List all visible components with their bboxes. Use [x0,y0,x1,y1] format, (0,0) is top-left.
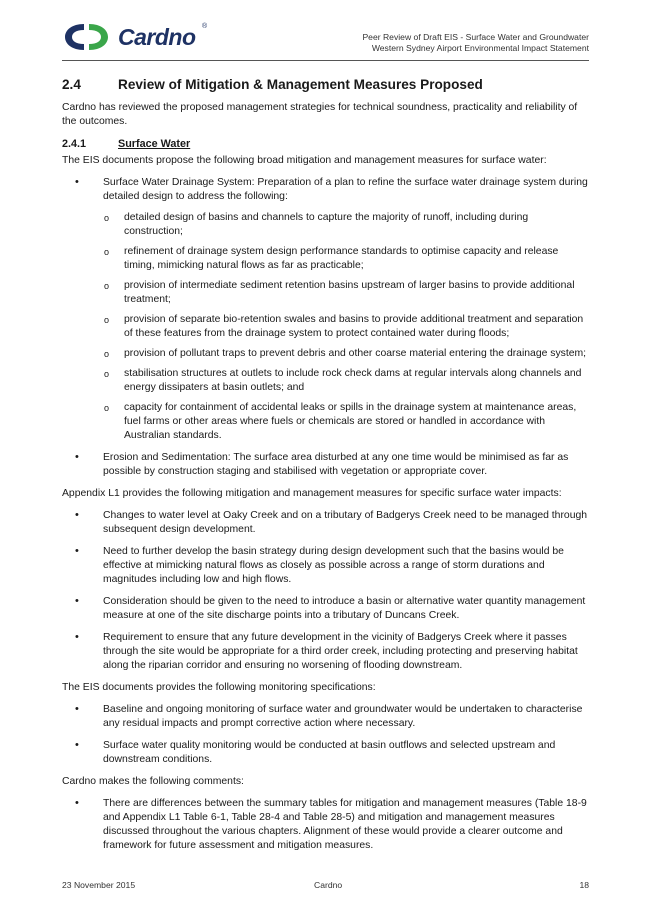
sub-list-item-text: capacity for containment of accidental leaks or spills in the drainage system at maintenance areas, fuel farms or other areas where fuels or chemicals are stored or handled in accordance with Australian standards. [124,402,577,441]
sub-list-item-text: provision of intermediate sediment retention basins upstream of larger basins to provide additional treatment; [124,280,575,305]
document-title [362,32,589,54]
sub-list-item [103,347,589,361]
sub-list-item-text: detailed design of basins and channels to capture the majority of runoff, including during construction; [124,212,529,237]
document-title-line-1: Peer Review of Draft EIS - Surface Water and Groundwater [362,32,589,42]
list-item [62,595,589,623]
list-item [62,797,589,853]
circle-bullet-icon: o [104,403,110,413]
bullet-list-comments [62,797,589,853]
list-item-text: Baseline and ongoing monitoring of surface water and groundwater would be undertaken to characterise any residual impacts and prompt corrective action where necessary. [103,704,583,729]
page-header [0,0,653,66]
bullet-list-appendix-measures [62,509,589,673]
bullet-icon: • [75,703,79,715]
page-content [62,76,589,861]
footer-company: Cardno [314,880,343,890]
sub-list-item-text: provision of separate bio-retention swales and basins to provide additional treatment and separation of these features from the drainage system to protect contained water during floods; [124,314,584,339]
list-item-text: Consideration should be given to the need to introduce a basin or alternative water quantity management measure at one of the site discharge points into a tributary of Duncans Creek. [103,596,586,621]
list-item [62,176,589,443]
list-item-text: Requirement to ensure that any future development in the vicinity of Badgerys Creek where it passes through the site would be appropriate for a third order creek, including protecting and preserving habitat along the riparian corridor and ensuring no worsening of flooding downstream. [103,632,578,671]
list-item-text: Changes to water level at Oaky Creek and on a tributary of Badgerys Creek need to be managed through subsequent design development. [103,510,588,535]
section-title: Review of Mitigation & Management Measures Proposed [118,77,483,92]
list-item-text: Surface Water Drainage System: Preparation of a plan to refine the surface water drainage system during detailed design to address the following: [103,177,588,202]
footer-date: 23 November 2015 [62,880,136,890]
circle-bullet-icon: o [104,369,110,379]
sub-list-item-text: stabilisation structures at outlets to include rock check dams at regular intervals along channels and energy dissipaters at basin outlets; and [124,368,582,393]
cardno-logo [62,20,222,54]
bullet-list-measures [62,176,589,479]
header-divider [62,60,589,61]
section-heading [62,78,589,92]
subsection-heading [62,137,589,151]
bullet-icon: • [75,797,79,809]
sub-list-item [103,367,589,395]
list-item-text: Surface water quality monitoring would be conducted at basin outflows and selected upstream and downstream conditions. [103,740,556,765]
circle-bullet-icon: o [104,315,110,325]
subsection-title: Surface Water [118,138,191,150]
paragraph-comments: Cardno makes the following comments: [62,776,244,787]
bullet-icon: • [75,509,79,521]
bullet-icon: • [75,739,79,751]
list-item [62,631,589,673]
circle-bullet-icon: o [104,213,110,223]
paragraph-surface-water-measures: The EIS documents propose the following broad mitigation and management measures for surface water: [62,155,547,166]
paragraph-appendix-l1: Appendix L1 provides the following mitigation and management measures for specific surface water impacts: [62,488,562,499]
cardno-logo-icon [62,20,118,54]
list-item-text: There are differences between the summary tables for mitigation and management measures (Table 18-9 and Appendix L1 Table 6-1, Table 28-4 and Table 28-5) and mitigation and management measures discussed throughout the various chapters. Alignment of these would provide a clearer outcome and framework for future assessment and mitigation measures. [103,798,587,851]
list-item-text: Erosion and Sedimentation: The surface area disturbed at any one time would be minimised as far as possible by construction staging and stabilised with vegetation or appropriate cover. [103,452,569,477]
bullet-icon: • [75,451,79,463]
circle-bullet-icon: o [104,247,110,257]
sub-list-item [103,313,589,341]
logo-registered-mark: ® [202,23,208,30]
bullet-icon: • [75,595,79,607]
list-item [62,509,589,537]
sub-list-item [103,211,589,239]
sub-list-item [103,245,589,273]
logo-wordmark: Cardno [118,24,196,50]
subsection-number: 2.4.1 [62,138,87,150]
bullet-icon: • [75,631,79,643]
section-intro: Cardno has reviewed the proposed management strategies for technical soundness, practicality and reliability of the outcomes. [62,102,578,127]
sub-list-item [103,401,589,443]
sub-list-item [103,279,589,307]
sub-bullet-list [103,211,589,443]
list-item [62,451,589,479]
document-title-line-2: Western Sydney Airport Environmental Impact Statement [371,43,589,53]
page-number: 18 [579,880,589,890]
paragraph-monitoring: The EIS documents provides the following monitoring specifications: [62,682,376,693]
list-item [62,545,589,587]
bullet-icon: • [75,545,79,557]
bullet-icon: • [75,176,79,188]
list-item [62,739,589,767]
list-item [62,703,589,731]
bullet-list-monitoring [62,703,589,767]
section-number: 2.4 [62,77,81,92]
circle-bullet-icon: o [104,349,110,359]
circle-bullet-icon: o [104,281,110,291]
sub-list-item-text: provision of pollutant traps to prevent debris and other coarse material entering the drainage system; [124,348,587,359]
sub-list-item-text: refinement of drainage system design performance standards to optimise capacity and release timing, mimicking natural flows as far as practicable; [124,246,559,271]
list-item-text: Need to further develop the basin strategy during design development such that the basins would be effective at mimicking natural flows as closely as possible across a range of storm durations and magnitudes including low and high flows. [103,546,564,585]
